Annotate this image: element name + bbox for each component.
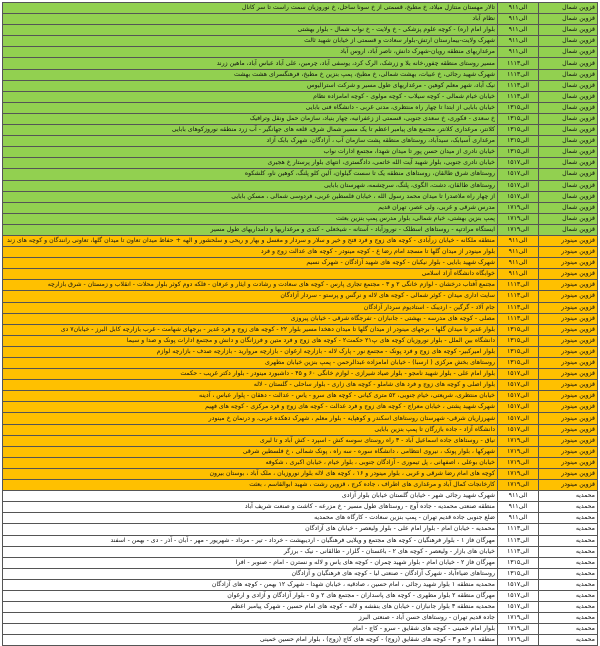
- time-cell: ۹الی۱۱: [498, 258, 539, 269]
- region-cell: محمدیه: [539, 568, 598, 579]
- time-cell: ۱۳الی۱۵: [498, 335, 539, 346]
- table-row: [3, 358, 598, 369]
- region-cell: قزوین شمال: [539, 3, 598, 14]
- area-description-cell: شهرکها ، بلوار پونک ، نیروی انتظامی ، دانشگاه سوره - سه راه ، پونک شمالی ، خ فلسطین شرقی: [3, 446, 498, 457]
- region-cell: قزوین مینودر: [539, 424, 598, 435]
- table-row: [3, 524, 598, 535]
- region-cell: محمدیه: [539, 557, 598, 568]
- region-cell: قزوین مینودر: [539, 258, 598, 269]
- time-cell: ۱۱الی۱۳: [498, 546, 539, 557]
- region-cell: قزوین شمال: [539, 91, 598, 102]
- area-description-cell: سایت اداری میدان - کوثر شمالی - کوچه های لاله و نرگس و پرستو - سردار آزادگان: [3, 291, 498, 302]
- region-cell: محمدیه: [539, 502, 598, 513]
- table-row: [3, 58, 598, 69]
- time-cell: ۱۱الی۱۳: [498, 524, 539, 535]
- time-cell: ۱۱الی۱۳: [498, 535, 539, 546]
- table-row: [3, 369, 598, 380]
- region-cell: محمدیه: [539, 513, 598, 524]
- area-description-cell: روستاهای شرق طالقان، روستاهای منطقه یک تا سست گیلوان، آلین کلو پلنگ، کوهین ناو، کلشکوه: [3, 169, 498, 180]
- time-cell: ۱۳الی۱۵: [498, 147, 539, 158]
- time-cell: ۱۳الی۱۵: [498, 102, 539, 113]
- time-cell: ۹الی۱۱: [498, 491, 539, 502]
- time-cell: ۱۷الی۱۹: [498, 202, 539, 213]
- area-description-cell: نظام آباد: [3, 14, 498, 25]
- region-cell: قزوین مینودر: [539, 269, 598, 280]
- area-description-cell: تالار مهستان منتازل میلاد، خ مطبخ، قسمتی از خ سونا ساحل، خ نوروزیان سمت راست تا سر کانال: [3, 3, 498, 14]
- region-cell: قزوین مینودر: [539, 446, 598, 457]
- table-row: [3, 446, 598, 457]
- region-cell: قزوین شمال: [539, 213, 598, 224]
- time-cell: ۱۷الی۱۹: [498, 480, 539, 491]
- time-cell: ۹الی۱۱: [498, 47, 539, 58]
- table-row: [3, 546, 598, 557]
- table-row: [3, 579, 598, 590]
- region-cell: قزوین مینودر: [539, 402, 598, 413]
- region-cell: محمدیه: [539, 635, 598, 646]
- area-description-cell: خوابگاه دانشگاه آزاد اسلامی: [3, 269, 498, 280]
- table-row: [3, 47, 598, 58]
- area-description-cell: کوچه های امام رضا شرقی و غربی ، بلوار مینودر و ۱۶ ، کوچه های لاله بلوار نوروزیان ، ملک آباد ، بوستان بیرون: [3, 468, 498, 479]
- area-description-cell: خ سعدی - فکوری، خ سعدی جنوبی، قسمتی از زعفرانیه، چهار بنیاد، سازمان حمل ونقل وترافیک: [3, 113, 498, 124]
- table-row: [3, 247, 598, 258]
- table-row: [3, 391, 598, 402]
- time-cell: ۱۱الی۱۳: [498, 69, 539, 80]
- area-description-cell: بلوار امیرکبیر- کوچه های زوج و فرد پونک - مجتمع نور - پارک لاله - بازارچه ارغوان - بازارچه مروارید - بازارچه صدف - بازارچه لوازم: [3, 346, 498, 357]
- time-cell: ۱۷الی۱۹: [498, 446, 539, 457]
- table-row: [3, 480, 598, 491]
- outage-schedule-table: [2, 2, 598, 646]
- region-cell: محمدیه: [539, 546, 598, 557]
- time-cell: ۹الی۱۱: [498, 3, 539, 14]
- time-cell: ۱۳الی۱۵: [498, 125, 539, 136]
- time-cell: ۱۵الی۱۷: [498, 590, 539, 601]
- area-description-cell: روستاهای طالقان، دشت، الگوی، پلنگ، سرچشمه، شهرستان بابایی: [3, 180, 498, 191]
- time-cell: ۱۵الی۱۷: [498, 158, 539, 169]
- region-cell: قزوین مینودر: [539, 346, 598, 357]
- time-cell: ۱۵الی۱۷: [498, 402, 539, 413]
- region-cell: قزوین مینودر: [539, 313, 598, 324]
- area-description-cell: خیابان خیام شمالی - کوچه سیلاب - کوچه مولوی - کوچه امامزاده نظام: [3, 91, 498, 102]
- region-cell: قزوین شمال: [539, 202, 598, 213]
- region-cell: محمدیه: [539, 602, 598, 613]
- region-cell: قزوین مینودر: [539, 280, 598, 291]
- region-cell: قزوین شمال: [539, 125, 598, 136]
- time-cell: ۹الی۱۱: [498, 14, 539, 25]
- area-description-cell: بلوار امام خمینی - کوچه های شقایق - سرو - کاج - امام: [3, 624, 498, 635]
- region-cell: قزوین شمال: [539, 47, 598, 58]
- table-row: [3, 3, 598, 14]
- table-row: [3, 147, 598, 158]
- table-row: [3, 457, 598, 468]
- table-row: [3, 468, 598, 479]
- time-cell: ۱۷الی۱۹: [498, 468, 539, 479]
- time-cell: ۱۵الی۱۷: [498, 191, 539, 202]
- table-row: [3, 324, 598, 335]
- time-cell: ۱۵الی۱۷: [498, 579, 539, 590]
- time-cell: ۱۳الی۱۵: [498, 136, 539, 147]
- table-row: [3, 125, 598, 136]
- region-cell: قزوین شمال: [539, 224, 598, 235]
- region-cell: قزوین مینودر: [539, 380, 598, 391]
- time-cell: ۹الی۱۱: [498, 269, 539, 280]
- table-row: [3, 602, 598, 613]
- area-description-cell: بلوار غدیر تا میدان گلها - برجهای مینودر از میدان گلها تا میدان دهخدا مسیر بلوار ۲۲ - کوچه های زوج و فرد غدیر - برجهای شهامت - غرب بازارچه کابل البرز - خیابان۷ دی: [3, 324, 498, 335]
- time-cell: ۱۵الی۱۷: [498, 602, 539, 613]
- area-description-cell: منطقه صنعتی محمدیه - جاده آوج - روستاهای طول مسیر - خ مزرعه - کاشت و صنعت شریف آباد: [3, 502, 498, 513]
- region-cell: قزوین مینودر: [539, 435, 598, 446]
- time-cell: ۹الی۱۱: [498, 513, 539, 524]
- area-description-cell: خیابان منتظری، شریعتی، خیام جنوبی، ۵۲ متری کیانی - کوچه های سرو - یاس - عدالت - دهقان - پلوار عباس ، آدینه: [3, 391, 498, 402]
- region-cell: قزوین شمال: [539, 113, 598, 124]
- table-row: [3, 136, 598, 147]
- region-cell: قزوین شمال: [539, 180, 598, 191]
- table-row: [3, 313, 598, 324]
- area-description-cell: شهرک شهید رجائی شهر - خیابان گلستان خیابان بلوار آزادی: [3, 491, 498, 502]
- area-description-cell: پمپ بنزین بهشتی، خیام شمالی، بلوار مدرس پمپ بنزین بعثت: [3, 213, 498, 224]
- region-cell: قزوین مینودر: [539, 291, 598, 302]
- table-row: [3, 280, 598, 291]
- region-cell: قزوین مینودر: [539, 480, 598, 491]
- table-row: [3, 380, 598, 391]
- time-cell: ۱۱الی۱۳: [498, 313, 539, 324]
- area-description-cell: کارخانجات کمال آباد و مرغداری های اطراف ، جاده کرج ، قزوین رشت ، شهید ابوالقاسم ، بعثت: [3, 480, 498, 491]
- time-cell: ۱۵الی۱۷: [498, 391, 539, 402]
- area-description-cell: نیاق - روستاهای جاده اسماعیل آباد - ۳ راه روستای سوسه کش - اسپرد - کش آباد و تا لیری: [3, 435, 498, 446]
- area-description-cell: مصلی - کوچه های مدرسه - بهشتی - جانبازان - تفرجگاه شرقی - خیابان پیروزی: [3, 313, 498, 324]
- time-cell: ۱۵الی۱۷: [498, 380, 539, 391]
- area-description-cell: محمدیه منطقه ۱ بلوار شهید رجائی ، امام حسین ، صادقیه ، خیابان شهدا - شهرک ۱۲ بهمن - کوچه های آزادگان: [3, 579, 498, 590]
- table-row: [3, 191, 598, 202]
- time-cell: ۱۷الی۱۹: [498, 224, 539, 235]
- region-cell: قزوین شمال: [539, 136, 598, 147]
- region-cell: قزوین شمال: [539, 169, 598, 180]
- area-description-cell: مدرس شرقی و غربی، ولی عصر، تهران قدیم: [3, 202, 498, 213]
- table-row: [3, 413, 598, 424]
- area-description-cell: مهرگان منطقه ۲ بلوار مطهری - کوچه های پاسداران - مجتمع های ۲ و ۵ - بلوار آزادگان و آزادی و ارغوان: [3, 590, 498, 601]
- time-cell: ۱۱الی۱۳: [498, 58, 539, 69]
- area-description-cell: خیابان نادری از میدان حسن پور تا میدان شهدا، مجتمع ادارات نواب: [3, 147, 498, 158]
- region-cell: قزوین شمال: [539, 14, 598, 25]
- area-description-cell: بلوار امام علی - بلوار شهید نامجو - بلوار صیاد شیرازی - لوازم خانگی ۶۰ و ۴۵ - داشبورد مینودر - بلوار دکتر غریب - حکمت: [3, 369, 498, 380]
- region-cell: قزوین مینودر: [539, 369, 598, 380]
- table-row: [3, 502, 598, 513]
- area-description-cell: جام آلاد - گرگین - اردیبک - استادیوم سردار آزادگان: [3, 302, 498, 313]
- area-description-cell: منطقه ملکانه - خیابان زرآبادی - کوچه های زوج و فرد فتح و خیر و سلار و سردار و مغسل و بهار و ریحی و سلحشور و الهه + حفاظ میدان تعاون تا میدان گلها، تعاونی رانندگان و کوچه های زند: [3, 235, 498, 246]
- table-row: [3, 113, 598, 124]
- table-row: [3, 102, 598, 113]
- time-cell: ۱۳الی۱۵: [498, 358, 539, 369]
- region-cell: محمدیه: [539, 590, 598, 601]
- area-description-cell: خیابان نادری جنوبی، بلوار شهید آیت الله خاتمی، دادگستری، انتهای بلوار پرستار خ هجیری: [3, 158, 498, 169]
- area-description-cell: شهرزاریان شرقی- شهرستان روستاهای اسکندر و کوهپایه - بلوار معلم ، شهرک دهکده غربی، و درنمان خ مینودر: [3, 413, 498, 424]
- area-description-cell: خیابان بوعلی ، اصفهانی ، پل تیموری - آزادگان جنوبی ، بلوار خیام ، خیابان اکبری ، شکوفه: [3, 457, 498, 468]
- time-cell: ۱۱الی۱۳: [498, 91, 539, 102]
- table-row: [3, 25, 598, 36]
- time-cell: ۹الی۱۱: [498, 235, 539, 246]
- region-cell: قزوین مینودر: [539, 335, 598, 346]
- table-row: [3, 291, 598, 302]
- region-cell: محمدیه: [539, 613, 598, 624]
- area-description-cell: نیک آباد، شهر معلم کوهین - مرغداریهای طول مسیر و شرکت استرالیوس: [3, 80, 498, 91]
- region-cell: محمدیه: [539, 579, 598, 590]
- area-description-cell: مرغداری آسیابک، سیدآباد، روستاهای منطقه پشت سازمان آب ، آزادگان، شهرک بابک آزاد: [3, 136, 498, 147]
- area-description-cell: خیابان بابایی از ابتدا تا چهار راه منتظری، مدنی غربی - دانشگاه فنی بابایی: [3, 102, 498, 113]
- table-row: [3, 335, 598, 346]
- table-row: [3, 69, 598, 80]
- area-description-cell: منطقه ۱ و ۲ و ۳ - کوچه های شقایق (زوج) - کوچه های کاج (زوج) ، بلوار امام حسین خمینی: [3, 635, 498, 646]
- region-cell: قزوین شمال: [539, 25, 598, 36]
- table-row: [3, 258, 598, 269]
- time-cell: ۱۵الی۱۷: [498, 180, 539, 191]
- region-cell: محمدیه: [539, 524, 598, 535]
- region-cell: محمدیه: [539, 624, 598, 635]
- region-cell: قزوین مینودر: [539, 324, 598, 335]
- area-description-cell: جاده قدیم تهران - روستاهای حسن آباد - صنعتی البرز: [3, 613, 498, 624]
- time-cell: ۱۵الی۱۷: [498, 169, 539, 180]
- region-cell: قزوین شمال: [539, 80, 598, 91]
- table-row: [3, 158, 598, 169]
- table-row: [3, 224, 598, 235]
- area-description-cell: بلوار مینودر از میدان گلها تا مسجد امام رضا ع - کوچه مینودر - کوچه های عدالت زوج و فرد: [3, 247, 498, 258]
- table-row: [3, 235, 598, 246]
- table-row: [3, 491, 598, 502]
- area-description-cell: مرغداریهای منطقه رویان-شهرک دانش، ناصر آباد، اروس آباد: [3, 47, 498, 58]
- region-cell: قزوین مینودر: [539, 302, 598, 313]
- table-row: [3, 435, 598, 446]
- area-description-cell: دانشگاه بین الملل - بلوار نوروزیان کوچه های پ۲۱ حکمت۲ - کوچه های زوج و فرد متین و فرزانگان و دانش و مجتمع ادارات پونک و صدا و سیما: [3, 335, 498, 346]
- area-description-cell: روستاهای بخش مرکزی ( ارسبا) - خیابان امامزاده عبدالرحمن - پمپ بنزین خیابان مطهری: [3, 358, 498, 369]
- area-description-cell: مهرگان فاز ۲ - خیابان امام - بلوار شهید چمران - کوچه های یاس و لاله و نسترن - امام - صنوبر - افرا: [3, 557, 498, 568]
- time-cell: ۱۳الی۱۵: [498, 113, 539, 124]
- region-cell: قزوین شمال: [539, 36, 598, 47]
- region-cell: محمدیه: [539, 491, 598, 502]
- region-cell: محمدیه: [539, 535, 598, 546]
- region-cell: قزوین مینودر: [539, 413, 598, 424]
- time-cell: ۱۱الی۱۳: [498, 80, 539, 91]
- table-row: [3, 91, 598, 102]
- table-row: [3, 535, 598, 546]
- time-cell: ۱۷الی۱۹: [498, 457, 539, 468]
- region-cell: قزوین مینودر: [539, 468, 598, 479]
- area-description-cell: ضلع جنوبی جاده قدیم تهران - پمپ بنزین سعادت - کارگاه های محمدیه: [3, 513, 498, 524]
- table-body: [3, 3, 598, 646]
- time-cell: ۱۳الی۱۵: [498, 324, 539, 335]
- time-cell: ۱۳الی۱۵: [498, 568, 539, 579]
- area-description-cell: شهرک ولایت-بیمارستان ارتش-بلوار سعادت و قسمتی از خیابان شهید ثالث: [3, 36, 498, 47]
- time-cell: ۱۱الی۱۳: [498, 291, 539, 302]
- table-row: [3, 613, 598, 624]
- table-row: [3, 513, 598, 524]
- region-cell: قزوین شمال: [539, 147, 598, 158]
- time-cell: ۱۵الی۱۷: [498, 413, 539, 424]
- area-description-cell: شهرک شهید رجائی، خ عبیات، بهشت شمالی، خ مطبخ، پمپ بنزین خ مطبخ، فرهنگسرای هشت بهشت: [3, 69, 498, 80]
- table-row: [3, 590, 598, 601]
- area-description-cell: شهرک شهید پشتی ، خیابان معراج - کوچه های زوج و فرد عدالت - کوچه های زوج و فرد مرکزی - کوچه های فهیم: [3, 402, 498, 413]
- table-row: [3, 568, 598, 579]
- table-row: [3, 14, 598, 25]
- area-description-cell: مسیر روستای منطقه چفور،خانه بلا و زرشک، الرک کرد، یوسفی آباد، چرمین، علی آباد عباس آباد، ماهین زرند: [3, 58, 498, 69]
- table-row: [3, 36, 598, 47]
- region-cell: قزوین مینودر: [539, 358, 598, 369]
- area-description-cell: ایستگاه مرادتپه - روستاهای اسطلک - نوروزآباد - آستانه - شیخعلی - کندی و مرغداریها و دامداریهای طول مسیر: [3, 224, 498, 235]
- time-cell: ۱۱الی۱۳: [498, 302, 539, 313]
- time-cell: ۱۷الی۱۹: [498, 435, 539, 446]
- region-cell: قزوین مینودر: [539, 247, 598, 258]
- table-row: [3, 169, 598, 180]
- area-description-cell: کلانتر، مرغداری کلانتر، مجتمع های پیامبر اعظم تا یک مسیر شمال شرق، قلعه های جهانگیر - آب زرد منطقه نوروزکوهای بابایی: [3, 125, 498, 136]
- area-description-cell: مهرگان فاز ۱ - بلوار فرهنگیان - کوچه های مجتمع و ویلایی فرهنگیان - اردیبهشت - خرداد - تیر - مرداد - شهریور - مهر - آبان - آذر - دی - بهمن - اسفند: [3, 535, 498, 546]
- table-row: [3, 402, 598, 413]
- region-cell: قزوین شمال: [539, 58, 598, 69]
- region-cell: قزوین مینودر: [539, 391, 598, 402]
- time-cell: ۱۱الی۱۳: [498, 280, 539, 291]
- time-cell: ۱۵الی۱۷: [498, 369, 539, 380]
- area-description-cell: محمدیه - خیابان امام - بلوار امام علی - بلوار ولیعصر - خیابان های آزادگان: [3, 524, 498, 535]
- area-description-cell: روستاهای ضیاءآباد - شهرک آزادگان - صنعتی لیا - کوچه های فرهنگیان و آزادگان: [3, 568, 498, 579]
- time-cell: ۹الی۱۱: [498, 25, 539, 36]
- area-description-cell: خیابان های بازار - ولیعصر - کوچه های ۲ - باغستان - گلزار - طالقانی - نیک - برزگر: [3, 546, 498, 557]
- time-cell: ۱۷الی۱۹: [498, 213, 539, 224]
- area-description-cell: محمدیه منطقه ۳ بلوار جانبازان - خیابان های بنفشه و لاله - کوچه های امام حسین - شهرک پیامبر اعظم: [3, 602, 498, 613]
- table-row: [3, 624, 598, 635]
- table-row: [3, 302, 598, 313]
- table-row: [3, 80, 598, 91]
- area-description-cell: بلوار امام (ره) - کوچه علوم پزشکی - خ ولایت - خ نواب شمال - بلوار بهشتی: [3, 25, 498, 36]
- time-cell: ۹الی۱۱: [498, 247, 539, 258]
- time-cell: ۹الی۱۱: [498, 36, 539, 47]
- table-row: [3, 557, 598, 568]
- time-cell: ۱۳الی۱۵: [498, 346, 539, 357]
- region-cell: قزوین شمال: [539, 102, 598, 113]
- time-cell: ۱۵الی۱۷: [498, 424, 539, 435]
- region-cell: قزوین شمال: [539, 191, 598, 202]
- area-description-cell: از چهار راه ملاصدرا تا میدان محمد رسول الله ، خیابان فلسطین غربی، فردوسی شمالی ، مسکن بابایی: [3, 191, 498, 202]
- table-row: [3, 424, 598, 435]
- area-description-cell: مجتمع آفتاب درخشان - لوازم خانگی ۲ و ۳ - مجتمع تجاری پارس - کوچه های سعادت و رشادت و ایثار و عرفان - فلکه دوم کوثر بلوار محلات - انقلاب و زمستان - شرق بازارچه: [3, 280, 498, 291]
- region-cell: قزوین شمال: [539, 158, 598, 169]
- table-row: [3, 202, 598, 213]
- table-row: [3, 346, 598, 357]
- region-cell: قزوین شمال: [539, 69, 598, 80]
- table-row: [3, 213, 598, 224]
- time-cell: ۱۷الی۱۹: [498, 624, 539, 635]
- area-description-cell: بلوار اصلی و کوچه های زوج و فرد های شاملو - کوچه های زاری - بلوار ساحلی - گلستان - لاله: [3, 380, 498, 391]
- time-cell: ۱۳الی۱۵: [498, 557, 539, 568]
- region-cell: قزوین مینودر: [539, 235, 598, 246]
- area-description-cell: شهرک شهید بابایی - بلوار نیکبان - کوچه های شهید آزادگان - شهرک نسیم: [3, 258, 498, 269]
- time-cell: ۹الی۱۱: [498, 502, 539, 513]
- time-cell: ۱۷الی۱۹: [498, 635, 539, 646]
- region-cell: قزوین مینودر: [539, 457, 598, 468]
- table-row: [3, 269, 598, 280]
- time-cell: ۱۷الی۱۹: [498, 613, 539, 624]
- table-row: [3, 180, 598, 191]
- area-description-cell: دانشگاه آزاد - جاده بازرگان تا پمپ بنزین بابایی: [3, 424, 498, 435]
